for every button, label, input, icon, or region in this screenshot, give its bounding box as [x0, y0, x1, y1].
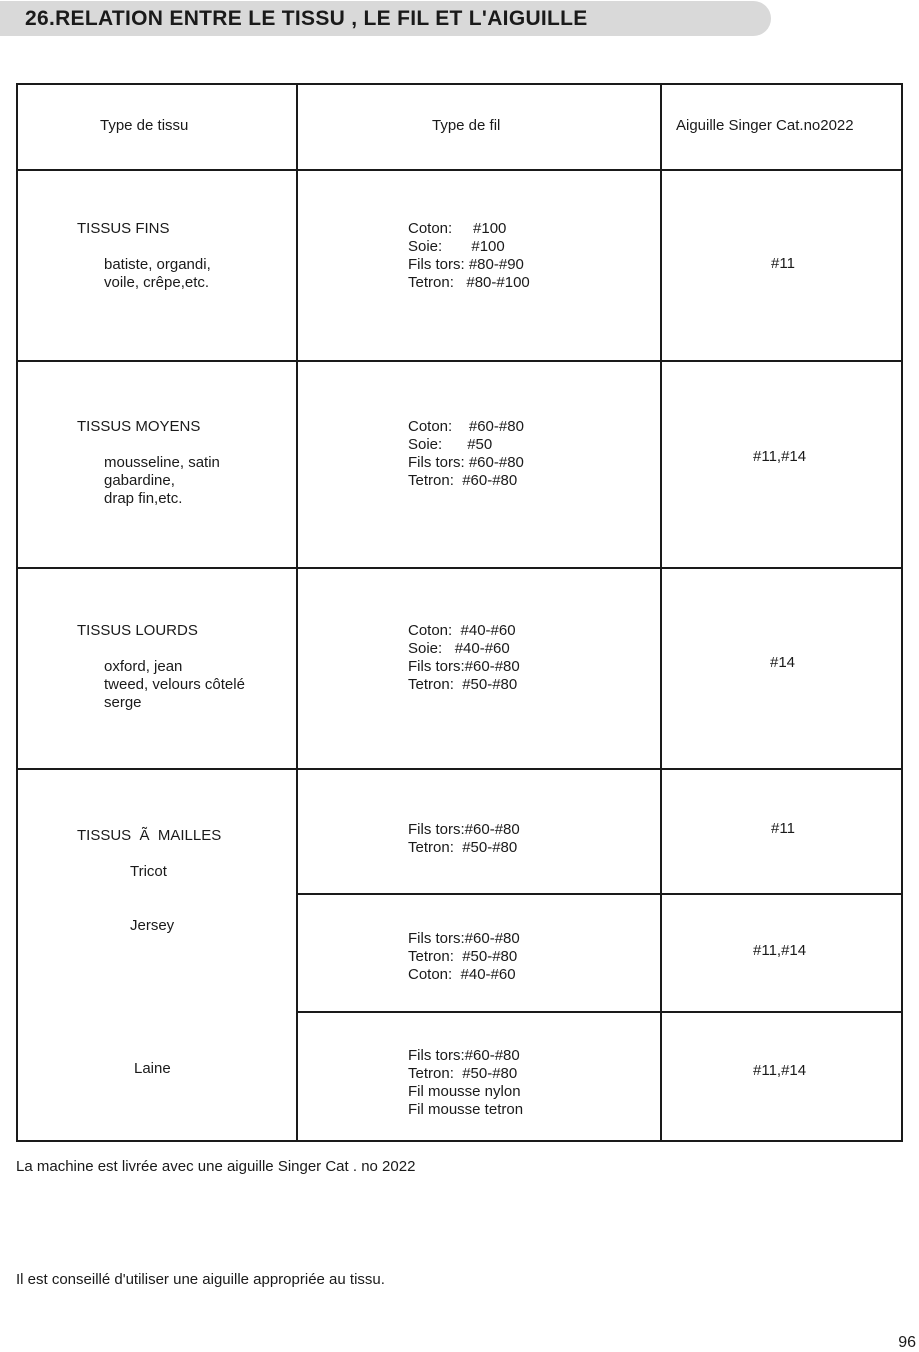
fabric-category: TISSUS FINS: [77, 220, 170, 237]
thread-spec: Tetron: #50-#80: [408, 1065, 518, 1082]
thread-spec: Fil mousse nylon: [408, 1083, 521, 1100]
fabric-example: oxford, jean: [104, 658, 183, 675]
note-text: Il est conseillé d'utiliser une aiguille appropriée au tissu.: [16, 1271, 385, 1288]
thread-spec: Coton: #40-#60: [408, 622, 516, 639]
fabric-category: TISSUS MOYENS: [77, 418, 201, 435]
needle-size: #11: [771, 820, 795, 837]
header-fabric-type: Type de tissu: [100, 117, 189, 134]
thread-spec: Tetron: #50-#80: [408, 839, 518, 856]
thread-spec: Coton: #60-#80: [408, 418, 524, 435]
fabric-example: serge: [104, 694, 142, 711]
needle-size: #11: [771, 255, 795, 272]
thread-spec: Tetron: #50-#80: [408, 948, 518, 965]
row-divider: [297, 1011, 903, 1013]
row-divider: [18, 360, 903, 362]
needle-size: #14: [770, 654, 796, 671]
page-number: 96: [898, 1334, 916, 1351]
fabric-example: tweed, velours côtelé: [104, 676, 245, 693]
thread-spec: Fils tors:#60-#80: [408, 658, 520, 675]
needle-size: #11,#14: [753, 448, 807, 465]
needle-size: #11,#14: [753, 942, 807, 959]
thread-spec: Tetron: #50-#80: [408, 676, 518, 693]
row-divider: [297, 893, 903, 895]
thread-spec: Fils tors: #80-#90: [408, 256, 524, 273]
title-bar: [0, 1, 771, 36]
row-divider: [18, 567, 903, 569]
fabric-thread-needle-table: [16, 83, 903, 1142]
page-title: 26.RELATION ENTRE LE TISSU , LE FIL ET L'AIGUILLE: [25, 7, 588, 30]
thread-spec: Soie: #100: [408, 238, 505, 255]
thread-spec: Soie: #40-#60: [408, 640, 510, 657]
header-needle: Aiguille Singer Cat.no2022: [676, 117, 854, 134]
thread-spec: Fils tors:#60-#80: [408, 821, 520, 838]
column-divider: [660, 85, 662, 1140]
thread-spec: Fil mousse tetron: [408, 1101, 524, 1118]
fabric-example: voile, crêpe,etc.: [104, 274, 210, 291]
fabric-category: TISSUS Ã MAILLES: [77, 827, 222, 844]
header-thread-type: Type de fil: [432, 117, 501, 134]
thread-spec: Tetron: #80-#100: [408, 274, 530, 291]
column-divider: [296, 85, 298, 1140]
fabric-example: Laine: [134, 1060, 171, 1077]
thread-spec: Fils tors: #60-#80: [408, 454, 524, 471]
fabric-example: mousseline, satin: [104, 454, 220, 471]
fabric-category: TISSUS LOURDS: [77, 622, 198, 639]
thread-spec: Fils tors:#60-#80: [408, 1047, 520, 1064]
fabric-example: batiste, organdi,: [104, 256, 211, 273]
thread-spec: Coton: #40-#60: [408, 966, 516, 983]
fabric-example: Jersey: [130, 917, 175, 934]
note-text: La machine est livrée avec une aiguille Singer Cat . no 2022: [16, 1158, 416, 1175]
thread-spec: Fils tors:#60-#80: [408, 930, 520, 947]
fabric-example: gabardine,: [104, 472, 175, 489]
fabric-example: drap fin,etc.: [104, 490, 183, 507]
fabric-example: Tricot: [130, 863, 167, 880]
thread-spec: Tetron: #60-#80: [408, 472, 518, 489]
row-divider: [18, 768, 903, 770]
thread-spec: Soie: #50: [408, 436, 493, 453]
needle-size: #11,#14: [753, 1062, 807, 1079]
row-divider: [18, 169, 903, 171]
thread-spec: Coton: #100: [408, 220, 507, 237]
